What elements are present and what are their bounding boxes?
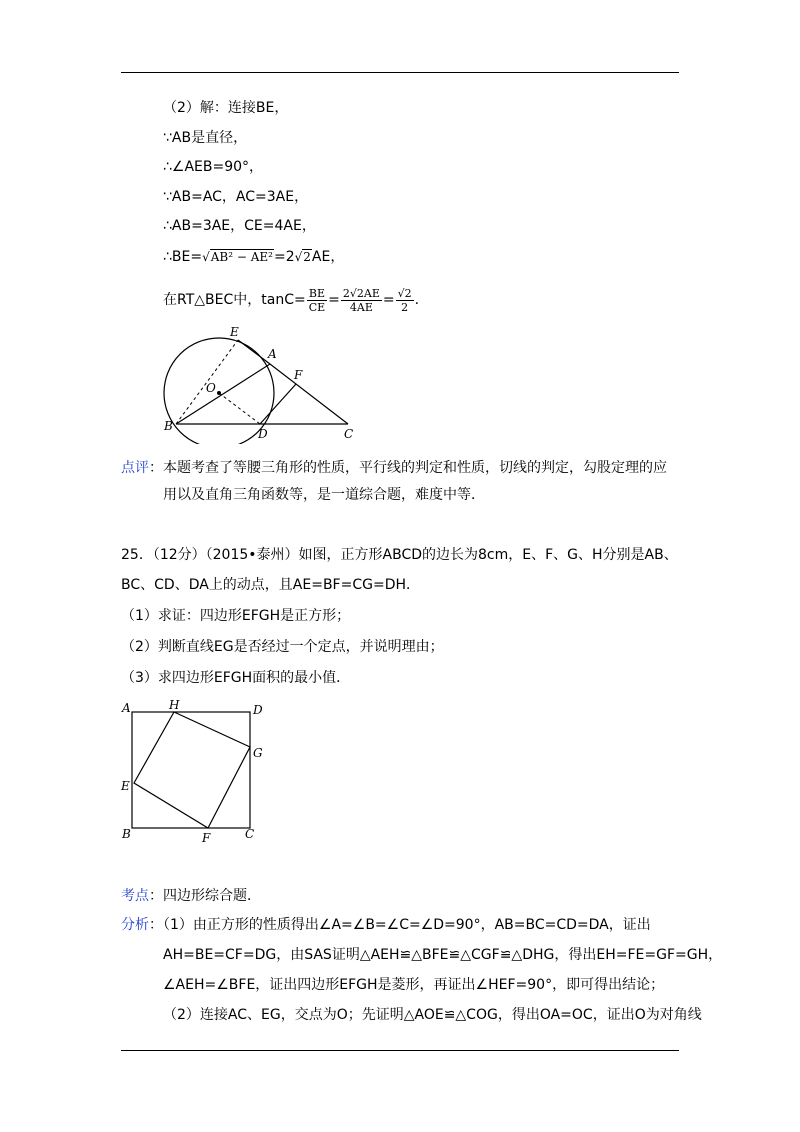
sqrt-sign-2: √ — [294, 250, 303, 264]
segment-od-dashed — [219, 393, 260, 424]
top-rule — [121, 72, 679, 73]
label-a2: A — [122, 701, 131, 715]
frac3-den: 2 — [401, 300, 409, 314]
segment-ea — [238, 340, 270, 364]
frac1-num: BE — [307, 287, 327, 301]
solution-line-3: ∴∠AEB=90°， — [163, 159, 264, 175]
fenxi-line-3: ∠AEH=∠BFE，证出四边形EFGH是菱形，再证出∠HEF=90°，即可得出结论； — [163, 977, 665, 993]
tan-prefix: 在RT△BEC中，tanC= — [163, 292, 306, 308]
fenxi-line-1 — [121, 915, 651, 935]
label-b2: B — [122, 827, 131, 841]
label-c: C — [344, 427, 354, 441]
comment-sep: ： — [149, 460, 163, 476]
be-mid: =2 — [273, 249, 295, 265]
solution-line-5: ∴AB=3AE，CE=4AE， — [163, 218, 316, 234]
tan-suffix: . — [414, 292, 420, 308]
segment-ba — [176, 364, 270, 424]
fenxi-line-2: AH=BE=CF=DG，由SAS证明△AEH≌△BFE≌△CGF≌△DHG，得出EH=FE=GF=GH， — [163, 947, 723, 963]
label-d: D — [258, 427, 268, 441]
segment-df — [260, 384, 296, 424]
radicand: AB² − AE² — [210, 250, 273, 264]
fenxi-line-4: （2）连接AC、EG，交点为O；先证明△AOE≌△COG，得出OA=OC，证出O为对角线 — [163, 1007, 702, 1023]
label-b: B — [164, 419, 173, 433]
be-suffix: AE， — [311, 249, 345, 265]
fraction-be-ce — [307, 287, 327, 314]
label-a: A — [268, 347, 277, 361]
label-o: O — [206, 381, 216, 395]
problem-header-2: BC、CD、DA上的动点，且AE=BF=CG=DH． — [121, 577, 421, 593]
frac1-den: CE — [308, 300, 326, 314]
frac2-den: 4AE — [349, 300, 373, 314]
label-f2: F — [202, 831, 211, 845]
be-prefix: ∴BE= — [163, 249, 203, 265]
kaodian-sep: ： — [149, 888, 163, 904]
circle-figure — [160, 322, 370, 444]
sqrt-sign: √ — [202, 250, 210, 264]
comment-label: 点评 — [121, 460, 149, 476]
fraction-root2-2 — [396, 287, 414, 314]
label-e: E — [230, 325, 239, 339]
question-1: （1）求证：四边形EFGH是正方形； — [121, 608, 351, 624]
solution-line-6 — [163, 247, 344, 267]
fraction-2root2ae-4ae — [341, 287, 382, 314]
label-h2: H — [169, 700, 180, 712]
fenxi-text-1: （1）由正方形的性质得出∠A=∠B=∠C=∠D=90°，AB=BC=CD=DA，证出 — [163, 917, 651, 933]
bottom-rule — [121, 1050, 679, 1051]
solution-line-1: （2）解：连接BE， — [163, 100, 289, 116]
square-efgh — [134, 712, 250, 828]
comment-text-1: 本题考查了等腰三角形的性质，平行线的判定和性质，切线的判定，勾股定理的应 — [163, 460, 667, 476]
problem-header: 25．（12分）（2015•泰州）如图，正方形ABCD的边长为8cm，E、F、G、H分别是AB、 — [121, 547, 678, 563]
label-g2: G — [253, 746, 263, 760]
question-2: （2）判断直线EG是否经过一个定点，并说明理由； — [121, 639, 444, 655]
square-abcd — [132, 712, 250, 828]
frac3-num: √2 — [397, 286, 412, 300]
solution-line-7: 在RT△BEC中，tanC= $\frac{BE}{CE}$ = $\frac{2√2AE}{4AE}$ = $\frac{√2}{2}$ . — [163, 286, 420, 314]
radicand-2: 2 — [303, 250, 311, 264]
question-3: （3）求四边形EFGH面积的最小值． — [121, 670, 351, 686]
comment-line-1 — [121, 458, 667, 478]
square-figure — [118, 700, 268, 846]
segment-ac — [270, 364, 348, 424]
kaodian-line — [121, 886, 261, 906]
comment-line-2: 用以及直角三角函数等，是一道综合题，难度中等． — [163, 487, 485, 503]
label-c2: C — [245, 827, 255, 841]
label-f: F — [294, 368, 303, 382]
kaodian-text: 四边形综合题． — [163, 888, 261, 904]
point-o — [217, 391, 221, 395]
fenxi-sep: ： — [149, 917, 163, 933]
label-d2: D — [253, 703, 263, 717]
fenxi-label: 分析 — [121, 917, 149, 933]
kaodian-label: 考点 — [121, 888, 149, 904]
solution-line-4: ∵AB=AC，AC=3AE， — [163, 189, 309, 205]
frac2-num: 2√2AE — [342, 286, 380, 300]
label-e2: E — [121, 779, 130, 793]
solution-line-2: ∵AB是直径， — [163, 130, 248, 146]
